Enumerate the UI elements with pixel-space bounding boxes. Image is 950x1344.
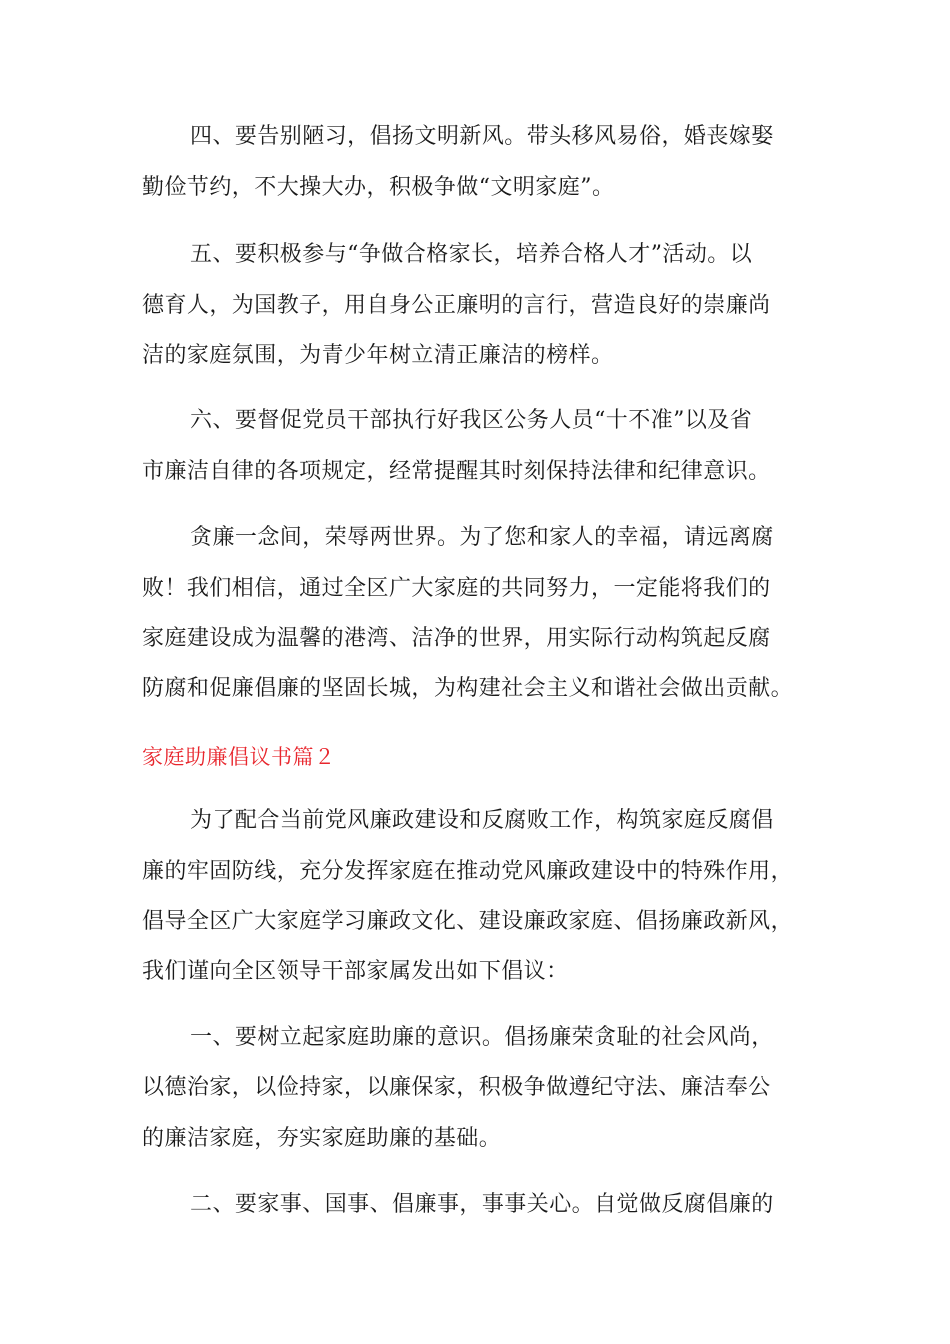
paragraph-line: 我们谨向全区领导干部家属发出如下倡议：	[142, 959, 569, 984]
paragraph-line: 五、要积极参与“争做合格家长，培养合格人才”活动。以	[190, 242, 753, 267]
paragraph-line: 防腐和促廉倡廉的坚固长城，为构建社会主义和谐社会做出贡献。	[142, 676, 794, 701]
paragraph-line: 廉的牢固防线，充分发挥家庭在推动党风廉政建设中的特殊作用，	[142, 859, 794, 884]
paragraph-line: 市廉洁自律的各项规定，经常提醒其时刻保持法律和纪律意识。	[142, 459, 771, 484]
paragraph-line: 倡导全区广大家庭学习廉政文化、建设廉政家庭、倡扬廉政新风，	[142, 909, 794, 934]
paragraph-line: 六、要督促党员干部执行好我区公务人员“十不准”以及省	[190, 408, 753, 433]
paragraph-line: 二、要家事、国事、倡廉事，事事关心。自觉做反腐倡廉的	[190, 1192, 774, 1217]
paragraph-line: 的廉洁家庭，夯实家庭助廉的基础。	[142, 1126, 502, 1151]
paragraph-line: 贪廉一念间，荣辱两世界。为了您和家人的幸福，请远离腐	[190, 525, 774, 550]
paragraph-line: 四、要告别陋习，倡扬文明新风。带头移风易俗，婚丧嫁娶	[190, 124, 774, 149]
paragraph-line: 以德治家，以俭持家，以廉保家，积极争做遵纪守法、廉洁奉公	[142, 1075, 771, 1100]
paragraph-line: 德育人，为国教子，用自身公正廉明的言行，营造良好的崇廉尚	[142, 293, 771, 318]
paragraph-line: 为了配合当前党风廉政建设和反腐败工作，构筑家庭反腐倡	[190, 808, 774, 833]
section-heading: 家庭助廉倡议书篇２	[142, 745, 336, 769]
paragraph-line: 洁的家庭氛围，为青少年树立清正廉洁的榜样。	[142, 343, 614, 368]
paragraph-line: 败！我们相信，通过全区广大家庭的共同努力，一定能将我们的	[142, 576, 771, 601]
paragraph-line: 勤俭节约，不大操大办，积极争做“文明家庭”。	[142, 175, 615, 200]
paragraph-line: 一、要树立起家庭助廉的意识。倡扬廉荣贪耻的社会风尚，	[190, 1025, 774, 1050]
paragraph-line: 家庭建设成为温馨的港湾、洁净的世界，用实际行动构筑起反腐	[142, 626, 771, 651]
